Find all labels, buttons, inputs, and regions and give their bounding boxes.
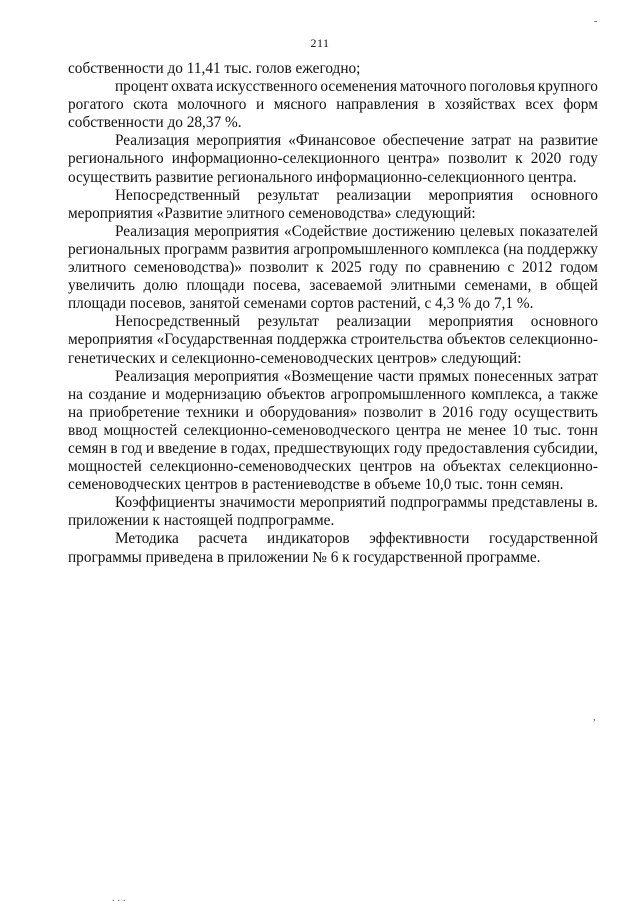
word: техники <box>186 403 240 421</box>
word: увеличить <box>68 277 135 295</box>
word: результат <box>257 186 319 204</box>
word: программ <box>164 240 228 258</box>
text-line <box>68 458 598 476</box>
word: элитного <box>68 259 127 277</box>
document-body <box>68 60 598 567</box>
text-line <box>68 530 598 548</box>
text-line <box>68 277 598 295</box>
word: год <box>121 439 143 457</box>
word: «Содействие <box>284 222 368 240</box>
page-number: 211 <box>310 36 330 50</box>
word: 2012 <box>521 259 553 277</box>
text-line <box>68 422 598 440</box>
word: году <box>479 403 508 421</box>
word: модернизацию <box>165 385 262 403</box>
word: засеваемой <box>309 277 383 295</box>
word: мероприятий <box>299 494 386 512</box>
word: году <box>393 439 423 457</box>
word: с <box>507 259 515 277</box>
word: 2020 <box>530 150 562 168</box>
word: селекционно- <box>509 458 598 476</box>
word: эффективности <box>369 530 470 548</box>
word: элитными <box>390 277 456 295</box>
word: развитие <box>540 132 598 150</box>
word: строительства <box>350 331 444 349</box>
text-line: программы приведена в приложении № 6 к государственной программе. <box>68 548 541 566</box>
word: реализации <box>336 313 412 331</box>
scan-mark-top: - <box>594 16 598 27</box>
word: агропромышленного <box>293 240 429 258</box>
word: на <box>68 385 83 403</box>
scan-mark-middle: , <box>593 712 596 723</box>
text-line <box>68 150 598 168</box>
word: Реализация <box>115 367 190 385</box>
text-line <box>68 440 598 458</box>
word: позволит <box>448 150 508 168</box>
word: 10 <box>512 421 528 439</box>
word: расчета <box>198 530 248 548</box>
word: государственной <box>488 530 598 548</box>
word: реализации <box>336 186 412 204</box>
word: семеноводства)» <box>133 259 242 277</box>
text-line: семеноводческих центров в растениеводстве в объеме 10,0 тыс. тонн семян. <box>68 476 564 494</box>
word: мероприятия <box>194 222 280 240</box>
word: осеменения <box>320 78 397 96</box>
text-line <box>68 96 598 114</box>
text-line <box>68 187 598 205</box>
word: мероприятия <box>196 132 282 150</box>
text-line <box>68 313 598 331</box>
word: Реализация <box>115 222 190 240</box>
word: развития <box>231 240 290 258</box>
word: комплекса <box>432 240 500 258</box>
word: и <box>255 96 265 114</box>
word: информационно-селекционного <box>171 150 380 168</box>
word: агропромышленного <box>330 385 466 403</box>
word: в <box>110 439 118 457</box>
word: затрат <box>557 367 598 385</box>
word: годах, <box>231 439 271 457</box>
word: в <box>428 96 436 114</box>
word: позволит <box>363 403 423 421</box>
word: в <box>539 277 548 295</box>
word: долю <box>143 277 178 295</box>
word: предшествующих <box>273 439 391 457</box>
word: и <box>145 439 155 457</box>
word: хозяйствах <box>444 96 516 114</box>
text-line <box>68 404 598 422</box>
word: селекционно- <box>509 331 598 349</box>
word: ввод <box>68 421 98 439</box>
word: всех <box>525 96 554 114</box>
word: поддержка <box>276 331 347 349</box>
word: поддержку <box>527 240 598 258</box>
word: году <box>569 150 598 168</box>
word: предоставления <box>425 439 530 457</box>
word: искусственного <box>215 78 318 96</box>
word: на <box>518 132 534 150</box>
word: представлены <box>491 494 583 512</box>
word: Методика <box>115 530 179 548</box>
word: результат <box>257 313 319 331</box>
word: введение <box>157 439 217 457</box>
word: мощностей <box>68 458 142 476</box>
word: объектов <box>446 331 506 349</box>
text-line <box>68 494 598 512</box>
word: Непосредственный <box>115 313 241 331</box>
word: комплекса, <box>471 385 543 403</box>
word: охвата <box>171 78 214 96</box>
word: общей <box>555 277 598 295</box>
word: «Государственная <box>156 331 273 349</box>
text-line: собственности до 11,41 тыс. голов ежегодно; <box>68 60 361 77</box>
word: мероприятия <box>428 313 514 331</box>
word: понесенных <box>473 367 554 385</box>
word: а <box>547 385 555 403</box>
word: процент <box>115 78 169 96</box>
word: поголовья <box>469 78 536 96</box>
word: году <box>369 259 398 277</box>
word: центров <box>359 458 413 476</box>
word: субсидии, <box>533 439 598 457</box>
word: приобретение <box>89 403 180 421</box>
word: «Финансовое <box>288 132 376 150</box>
word: посева, <box>253 277 301 295</box>
word: в <box>428 403 437 421</box>
text-line <box>68 132 598 150</box>
scan-mark-bottom: ... <box>112 893 129 904</box>
text-line <box>68 368 598 386</box>
word: селекционно-семеноводческих <box>149 458 352 476</box>
word: молочного <box>177 96 247 114</box>
text-line: мероприятия «Развитие элитного семеноводства» следующий: <box>68 204 476 222</box>
text-line: приложении к настоящей подпрограмме. <box>68 512 335 530</box>
word: осуществить <box>514 403 598 421</box>
text-line <box>68 78 598 96</box>
text-line: площади посевов, занятой семенами сортов растений, с 4,3 % до 7,1 %. <box>68 295 534 313</box>
word: «Возмещение <box>283 367 374 385</box>
word: на <box>420 458 435 476</box>
text-line: осуществить развитие регионального информационно-селекционного центра. <box>68 168 577 186</box>
word: Коэффициенты <box>115 494 215 512</box>
word: значимости <box>219 494 296 512</box>
word: крупного <box>537 78 598 96</box>
word: целевых <box>460 222 515 240</box>
text-line <box>68 259 598 277</box>
word: (на <box>503 240 524 258</box>
text-line <box>68 331 598 349</box>
word: рогатого <box>68 96 124 114</box>
word: площади <box>186 277 245 295</box>
word: центра <box>396 421 441 439</box>
text-line: собственности до 28,37 %. <box>68 114 242 132</box>
word: объектов <box>266 385 326 403</box>
word: менее <box>467 421 507 439</box>
word: маточного <box>399 78 467 96</box>
word: 2025 <box>331 259 362 277</box>
word: скота <box>133 96 168 114</box>
word: части <box>377 367 414 385</box>
word: затрат <box>471 132 512 150</box>
word: семян <box>68 439 107 457</box>
word: позволит <box>249 259 309 277</box>
word: по <box>405 259 422 277</box>
word: 2016 <box>442 403 473 421</box>
word: мероприятия <box>194 367 279 385</box>
word: в. <box>586 494 598 512</box>
text-line <box>68 241 598 259</box>
word: тонн <box>567 421 598 439</box>
word: семенами, <box>464 277 532 295</box>
word: на <box>68 403 83 421</box>
word: индикаторов <box>267 530 350 548</box>
word: годом <box>560 259 598 277</box>
word: создание <box>88 385 147 403</box>
word: также <box>559 385 598 403</box>
word: объектах <box>442 458 502 476</box>
word: к <box>316 259 324 277</box>
word: достижению <box>372 222 455 240</box>
word: тыс. <box>533 421 562 439</box>
word: показателей <box>519 222 598 240</box>
word: основного <box>530 186 598 204</box>
word: сравнению <box>428 259 500 277</box>
word: форм <box>563 96 598 114</box>
text-line <box>68 386 598 404</box>
word: регионального <box>68 150 164 168</box>
text-line: генетических и селекционно-семеноводческих центров» следующий: <box>68 349 522 367</box>
word: селекционно-семеноводческого <box>183 421 390 439</box>
word: мощностей <box>103 421 178 439</box>
word: основного <box>530 313 598 331</box>
word: к <box>515 150 523 168</box>
word: центра» <box>387 150 441 168</box>
text-line <box>68 223 598 241</box>
word: мясного <box>273 96 327 114</box>
word: мероприятия <box>428 186 514 204</box>
word: обеспечение <box>382 132 465 150</box>
word: Реализация <box>115 132 190 150</box>
word: оборудования» <box>259 403 358 421</box>
word: в <box>220 439 228 457</box>
word: не <box>446 421 462 439</box>
word: и <box>151 385 160 403</box>
word: региональных <box>68 240 161 258</box>
word: прямых <box>418 367 470 385</box>
word: подпрограммы <box>390 494 488 512</box>
word: мероприятия <box>68 331 153 349</box>
word: Непосредственный <box>115 186 241 204</box>
word: направления <box>336 96 419 114</box>
word: и <box>245 403 254 421</box>
